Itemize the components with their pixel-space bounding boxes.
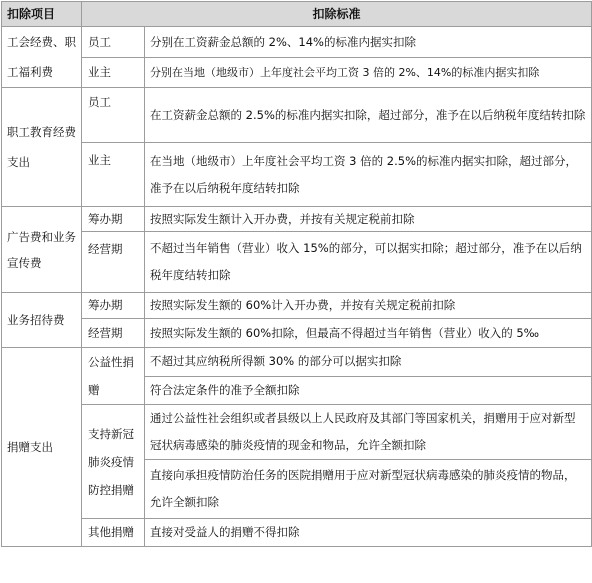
deduction-table <box>1 1 592 547</box>
header-standard: 扣除标准 <box>82 2 592 27</box>
item-union: 工会经费、职工福利费 <box>2 27 82 88</box>
table-header-row <box>2 2 592 27</box>
std-advertising-prep: 按照实际发生额计入开办费，并按有关规定税前扣除 <box>145 207 592 232</box>
sub-owner: 业主 <box>82 143 145 207</box>
table-row <box>2 232 592 293</box>
table-row <box>2 88 592 143</box>
sub-public: 公益性捐赠 <box>82 348 145 405</box>
std-union-employee: 分别在工资薪金总额的 2%、14%的标准内据实扣除 <box>145 27 592 58</box>
std-entertainment-op: 按照实际发生额的 60%扣除，但最高不得超过当年销售（营业）收入的 5‰ <box>145 319 592 348</box>
std-donation-covid-2: 直接向承担疫情防治任务的医院捐赠用于应对新型冠状病毒感染的肺炎疫情的物品，允许全额扣除 <box>145 460 592 519</box>
sub-other: 其他捐赠 <box>82 519 145 547</box>
std-donation-covid-1: 通过公益性社会组织或者县级以上人民政府及其部门等国家机关，捐赠用于应对新型冠状病毒感染的肺炎疫情的现金和物品，允许全额扣除 <box>145 405 592 460</box>
sub-operation: 经营期 <box>82 319 145 348</box>
sub-employee: 员工 <box>82 27 145 58</box>
sub-operation: 经营期 <box>82 232 145 293</box>
std-union-owner: 分别在当地（地级市）上年度社会平均工资 3 倍的 2%、14%的标准内据实扣除 <box>145 58 592 88</box>
table-row <box>2 348 592 377</box>
std-donation-other: 直接对受益人的捐赠不得扣除 <box>145 519 592 547</box>
table-row <box>2 405 592 460</box>
item-donation: 捐赠支出 <box>2 348 82 547</box>
sub-prep: 筹办期 <box>82 293 145 319</box>
std-advertising-op: 不超过当年销售（营业）收入 15%的部分，可以据实扣除；超过部分，准予在以后纳税年度结转扣除 <box>145 232 592 293</box>
sub-prep: 筹办期 <box>82 207 145 232</box>
table-row <box>2 27 592 58</box>
item-education: 职工教育经费支出 <box>2 88 82 207</box>
std-donation-public-1: 不超过其应纳税所得额 30% 的部分可以据实扣除 <box>145 348 592 377</box>
std-entertainment-prep: 按照实际发生额的 60%计入开办费，并按有关规定税前扣除 <box>145 293 592 319</box>
table-row <box>2 293 592 319</box>
std-education-owner: 在当地（地级市）上年度社会平均工资 3 倍的 2.5%的标准内据实扣除，超过部分，准予在以后纳税年度结转扣除 <box>145 143 592 207</box>
header-item: 扣除项目 <box>2 2 82 27</box>
item-advertising: 广告费和业务宣传费 <box>2 207 82 293</box>
sub-employee: 员工 <box>82 88 145 143</box>
std-education-employee: 在工资薪金总额的 2.5%的标准内据实扣除，超过部分，准予在以后纳税年度结转扣除 <box>145 88 592 143</box>
std-donation-public-2: 符合法定条件的准予全额扣除 <box>145 376 592 405</box>
sub-owner: 业主 <box>82 58 145 88</box>
table-row <box>2 143 592 207</box>
table-row <box>2 207 592 232</box>
table-row <box>2 519 592 547</box>
table-row <box>2 58 592 88</box>
table-row <box>2 319 592 348</box>
item-entertainment: 业务招待费 <box>2 293 82 348</box>
sub-covid: 支持新冠肺炎疫情防控捐赠 <box>82 405 145 519</box>
